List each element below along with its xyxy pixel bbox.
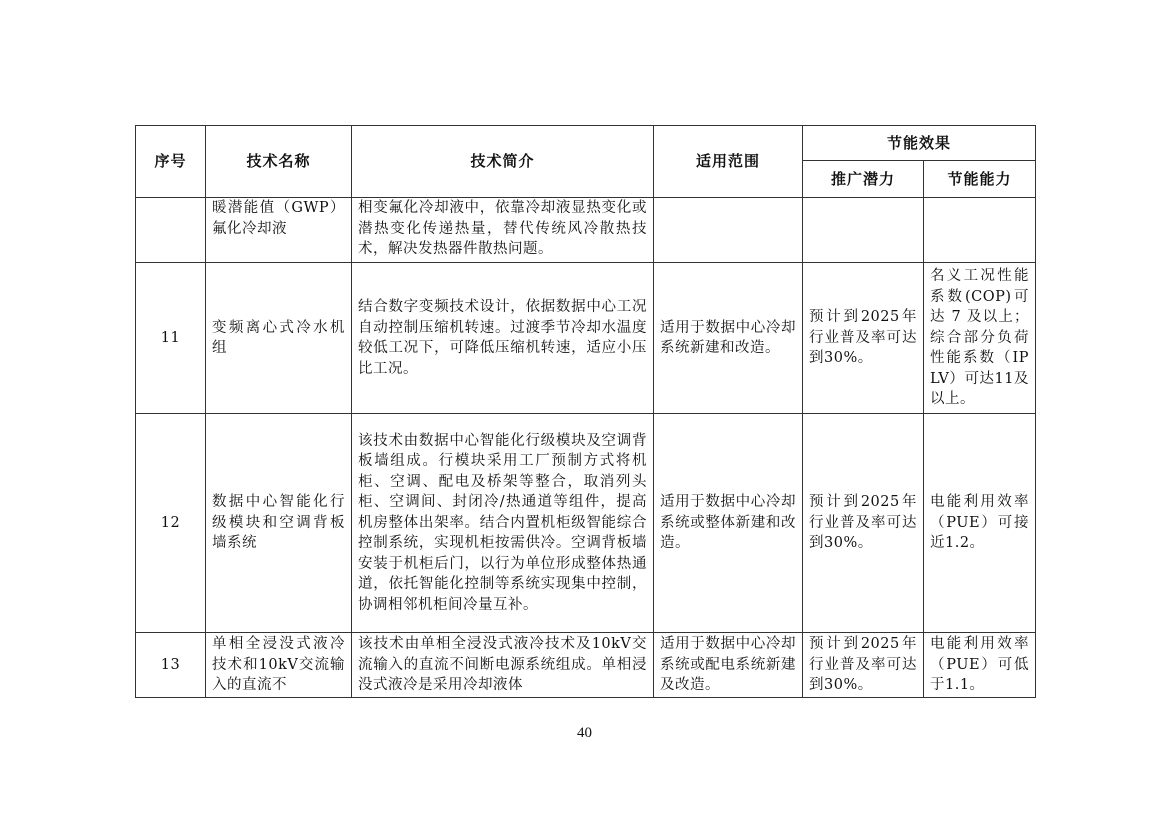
cell-scope: 适用于数据中心冷却系统或整体新建和改造。 [654,414,803,633]
cell-name: 变频离心式冷水机组 [206,263,352,414]
cell-intro: 该技术由数据中心智能化行级模块及空调背板墙组成。行模块采用工厂预制方式将机柜、空调、配电及桥架等整合，取消列头柜、空调间、封闭冷/热通道等组件，提高机房整体出架率。结合内置机柜级智能综合控制系统，实现机柜按需供冷。空调背板墙安装于机柜后门，以行为单位形成整体热通道，依托智能化控制等系统实现集中控制，协调相邻机柜间冷量互补。 [352,414,654,633]
cell-potential: 预计到2025年行业普及率可达到30%。 [803,263,924,414]
cell-scope: 适用于数据中心冷却系统新建和改造。 [654,263,803,414]
cell-seq [136,198,206,263]
cell-potential: 预计到2025年行业普及率可达到30%。 [803,633,924,698]
header-seq: 序号 [136,126,206,198]
cell-capability: 名义工况性能系数(COP)可达 7 及以上；综合部分负荷性能系数（IPLV）可达11及以上。 [924,263,1036,414]
cell-seq: 11 [136,263,206,414]
cell-name: 单相全浸没式液冷技术和10kV交流输入的直流不 [206,633,352,698]
header-potential: 推广潜力 [803,161,924,198]
page-number: 40 [577,725,592,741]
cell-name: 暖潜能值（GWP）氟化冷却液 [206,198,352,263]
table-row [136,198,1036,263]
table-row [136,263,1036,414]
cell-capability: 电能利用效率（PUE）可接近1.2。 [924,414,1036,633]
cell-scope: 适用于数据中心冷却系统或配电系统新建及改造。 [654,633,803,698]
cell-scope [654,198,803,263]
table-row [136,633,1036,698]
header-intro: 技术简介 [352,126,654,198]
header-scope: 适用范围 [654,126,803,198]
technology-table [135,125,1036,698]
cell-intro: 相变氟化冷却液中，依靠冷却液显热变化或潜热变化传递热量，替代传统风冷散热技术，解决发热器件散热问题。 [352,198,654,263]
cell-intro: 该技术由单相全浸没式液冷技术及10kV交流输入的直流不间断电源系统组成。单相浸没式液冷是采用冷却液体 [352,633,654,698]
cell-seq: 12 [136,414,206,633]
header-capability: 节能能力 [924,161,1036,198]
cell-capability: 电能利用效率（PUE）可低于1.1。 [924,633,1036,698]
cell-intro: 结合数字变频技术设计，依据数据中心工况自动控制压缩机转速。过渡季节冷却水温度较低工况下，可降低压缩机转速，适应小压比工况。 [352,263,654,414]
header-name: 技术名称 [206,126,352,198]
cell-potential: 预计到2025年行业普及率可达到30%。 [803,414,924,633]
header-effect-group: 节能效果 [803,126,1036,161]
cell-name: 数据中心智能化行级模块和空调背板墙系统 [206,414,352,633]
table-row [136,414,1036,633]
cell-seq: 13 [136,633,206,698]
cell-potential [803,198,924,263]
cell-capability [924,198,1036,263]
